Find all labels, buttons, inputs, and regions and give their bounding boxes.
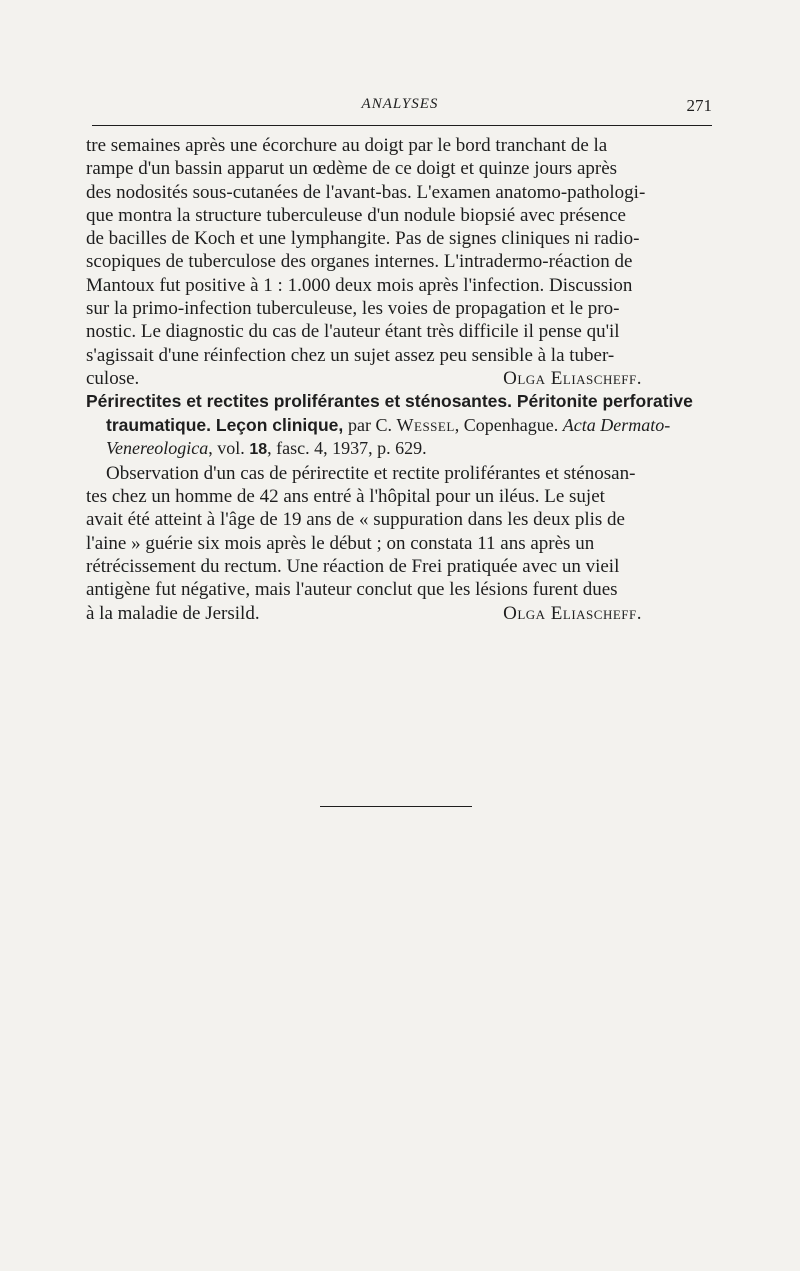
- header-rule: [92, 125, 712, 126]
- article-2-heading: [86, 390, 710, 462]
- page-number: 271: [686, 96, 712, 115]
- text-line: tes chez un homme de 42 ans entré à l'hôpital pour un iléus. Le sujet: [86, 486, 605, 508]
- article-2-body: [86, 462, 710, 625]
- text-line: tre semaines après une écorchure au doigt par le bord tranchant de la: [86, 135, 608, 156]
- text-line: sur la primo-infection tuberculeuse, les voies de propagation et le pro-: [86, 298, 620, 320]
- volume-number: 18: [249, 441, 268, 459]
- text-line: de bacilles de Koch et une lymphangite. Pas de signes cliniques ni radio-: [86, 228, 640, 250]
- page-body: [86, 134, 710, 625]
- article-title: Périrectites et rectites proliférantes et sténosantes. Péritonite perforative: [86, 391, 693, 412]
- author-signature: Olga Eliascheff.: [503, 602, 642, 624]
- text-line: l'aine » guérie six mois après le début ; on constata 11 ans après un: [86, 532, 595, 554]
- running-head: ANALYSES: [361, 96, 439, 112]
- text-line: des nodosités sous-cutanées de l'avant-bas. L'examen anatomo-pathologi-: [86, 181, 646, 203]
- article-title-cont: traumatique. Leçon clinique,: [106, 414, 344, 435]
- journal-name-cont: Venereologica: [106, 438, 209, 459]
- text-line: rampe d'un bassin apparut un œdème de ce doigt et quinze jours après: [86, 158, 618, 180]
- text-line: scopiques de tuberculose des organes internes. L'intradermo-réaction de: [86, 251, 633, 273]
- citation: par C. Wessel, Copenhague. Acta Dermato- Venereologica, vol. 18, fasc. 4, 1937, p. 629.: [106, 414, 671, 459]
- text-line: nostic. Le diagnostic du cas de l'auteur étant très difficile il pense qu'il: [86, 321, 620, 343]
- author-signature: Olga Eliascheff.: [503, 367, 642, 389]
- text-line: avait été atteint à l'âge de 19 ans de « suppuration dans les deux plis de: [86, 509, 625, 531]
- article-2-signoff-line: [86, 602, 710, 625]
- text-line: Observation d'un cas de périrectite et rectite proliférantes et sténosan-: [106, 462, 636, 484]
- article-1-body: [86, 134, 710, 390]
- article-1-signoff-line: [86, 367, 710, 390]
- text-line: rétrécissement du rectum. Une réaction de Frei pratiquée avec un vieil: [86, 555, 620, 577]
- text-line: culose.: [86, 367, 140, 389]
- text-line: Mantoux fut positive à 1 : 1.000 deux mois après l'infection. Discussion: [86, 274, 633, 296]
- text-line: antigène fut négative, mais l'auteur conclut que les lésions furent dues: [86, 579, 618, 601]
- journal-name: Acta Dermato-: [562, 414, 671, 435]
- text-line: que montra la structure tuberculeuse d'un nodule biopsié avec présence: [86, 204, 626, 226]
- end-rule: [320, 806, 472, 807]
- text-line: s'agissait d'une réinfection chez un sujet assez peu sensible à la tuber-: [86, 344, 615, 366]
- author-name: Wessel: [396, 414, 455, 435]
- text-line: à la maladie de Jersild.: [86, 602, 260, 624]
